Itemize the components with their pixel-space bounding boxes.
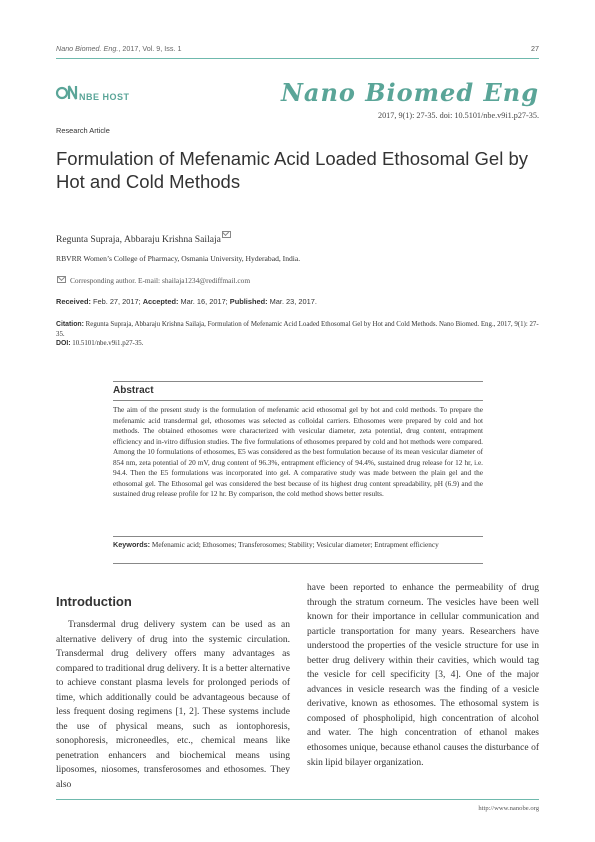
keywords-label: Keywords: bbox=[113, 540, 151, 549]
journal-logo bbox=[56, 79, 130, 105]
keywords bbox=[113, 540, 483, 550]
keywords-rule bbox=[113, 536, 483, 537]
published-label: Published: bbox=[229, 297, 268, 306]
received-label: Received: bbox=[56, 297, 91, 306]
keywords-text: Mefenamic acid; Ethosomes; Transferosomes; Stability; Vesicular diameter; Entrapment efficiency bbox=[150, 541, 439, 549]
header-rule bbox=[56, 58, 539, 59]
published-date: Mar. 23, 2017. bbox=[267, 297, 317, 306]
issue-info: , 2017, Vol. 9, Iss. 1 bbox=[118, 44, 182, 53]
doi-label: DOI: bbox=[56, 340, 71, 348]
logo-text: NBE HOST bbox=[79, 92, 130, 102]
envelope-icon bbox=[222, 231, 231, 238]
doi-link[interactable]: 10.5101/nbe.v9i1.p27-35. bbox=[70, 340, 144, 348]
page-number: 27 bbox=[531, 44, 539, 53]
journal-url[interactable]: http://www.nanobe.org bbox=[478, 805, 539, 812]
journal-name: Nano Biomed Eng bbox=[280, 78, 539, 107]
footer-rule bbox=[56, 799, 539, 800]
citation-block bbox=[56, 320, 540, 349]
abstract-heading-rule bbox=[113, 400, 483, 401]
corresponding-author bbox=[56, 276, 250, 285]
publication-dates bbox=[56, 297, 317, 306]
authors-text: Regunta Supraja, Abbaraju Krishna Sailaja bbox=[56, 234, 221, 246]
corresponding-text: Corresponding author. E-mail: shailaja1234@rediffmail.com bbox=[70, 276, 251, 285]
citation-text: Regunta Supraja, Abbaraju Krishna Sailaja, Formulation of Mefenamic Acid Loaded Ethosomal Gel by Hot and Cold Methods. Nano Biomed. Eng., 2017, 9(1): 27-35. bbox=[56, 321, 539, 338]
affiliation: RBVRR Women’s College of Pharmacy, Osmania University, Hyderabad, India. bbox=[56, 254, 301, 263]
volume-doi-line: 2017, 9(1): 27-35. doi: 10.5101/nbe.v9i1.p27-35. bbox=[377, 111, 539, 120]
journal-short-name: Nano Biomed. Eng. bbox=[56, 44, 119, 53]
envelope-icon bbox=[57, 276, 66, 283]
received-date: Feb. 27, 2017; bbox=[90, 297, 143, 306]
accepted-label: Accepted: bbox=[142, 297, 179, 306]
accepted-date: Mar. 16, 2017; bbox=[178, 297, 230, 306]
abstract-bottom-rule bbox=[113, 563, 483, 564]
running-header-journal bbox=[56, 44, 181, 53]
abstract-top-rule bbox=[113, 381, 483, 382]
citation-label: Citation: bbox=[56, 321, 84, 328]
abstract-heading: Abstract bbox=[113, 385, 154, 396]
author-list bbox=[56, 231, 231, 245]
abstract-text: The aim of the present study is the formulation of mefenamic acid ethosomal gel by hot and cold methods. To prepare the mefenamic acid transdermal gel, ethosomes was selected as colloidal carriers. Ethosomes were prepared by cold and hot methods. The obtained ethosomes were characterized with vesicular diameter, zeta potential, drug content, entrapment efficiency and in-vitro diffusion studies. The five formulations of ethosomes prepared by cold and hot methods were compared. Among the 10 formulations of ethosomes, E5 was considered as the best formulation because of its mean vesicular diameter of 854 nm, zeta potential of 20 mV, drug content of 96.3%, entrapment efficiency of 94.4%, sustained drug release for 12 hr, i.e. 94.4. Then the E5 formulations was incorporated into gel. A comparative study was made between the plain gel and the ethosomal gel. The Ethosomal gel was considered the best because of its highest drug content spreadability, pH (6.9) and the sustained drug release profile for 12 hr. By comparison, the cold method shows better results. bbox=[113, 406, 483, 499]
body-text-right-column: have been reported to enhance the permeability of drug through the stratum corneum. The vesicles have been well known for their importance in cellular communication and particle transportation for many years. Researchers have understood the properties of the vesicle structure for use in better drug delivery within their cavities, which would tag the vesicle for cell specificity [3, 4]. One of the major advances in vesicle research was the finding of a vesicle derivative, known as ethosomes. The ethosomal system is composed of phospholipid, high concentration of alcohol and water. The high concentration of ethanol makes ethosomes unique, because ethanol causes the disturbance of skin lipid bilayer organization. bbox=[307, 583, 539, 768]
body-text-left-column: Transdermal drug delivery system can be used as an alternative delivery of drug into the systemic circulation. Transdermal drug delivery offers many advantages as compared to traditional drug delivery. It is a better alternative to achieve constant plasma levels for prolonged periods of time, which additionally could be advantageous because of less frequent dosing regimens [1, 2]. These systems include the use of physical means, such as iontophoresis, sonophoresis, microneedles, etc., chemical means like penetration enhancers and biochemical means using liposomes, niosomes, transferosomes and ethosomes. They also bbox=[56, 620, 290, 791]
article-type: Research Article bbox=[56, 126, 110, 135]
article-title: Formulation of Mefenamic Acid Loaded Ethosomal Gel by Hot and Cold Methods bbox=[56, 148, 528, 192]
section-heading-introduction: Introduction bbox=[56, 594, 132, 609]
